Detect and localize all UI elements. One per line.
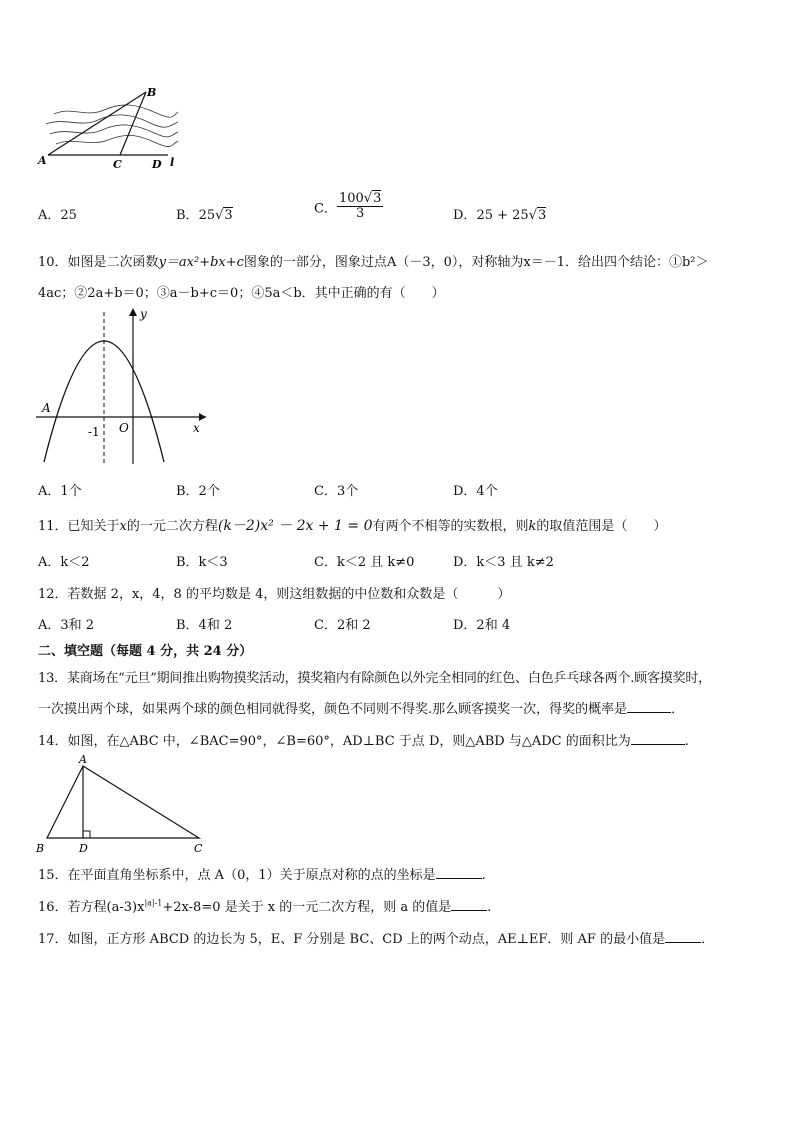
q10-line-1 — [38, 251, 709, 270]
q15-answer-blank — [436, 866, 482, 879]
fig10-minus1-label: -1 — [88, 425, 100, 439]
q9-option-b-sqrt: √3 — [215, 208, 233, 223]
q10-option-b: B．2个 — [176, 484, 220, 499]
q11-option-d: D．k＜3 且 k≠2 — [453, 555, 554, 570]
q9-option-d — [453, 204, 546, 223]
q9-option-d-value: 25 + 25 — [476, 208, 529, 223]
q9-option-c-numerator: 100 — [338, 191, 364, 206]
q17-answer-blank — [665, 930, 701, 943]
q14-text: 14．如图，在△ABC 中，∠BAC=90°，∠B=60°，AD⊥BC 于点 D，则△ABD 与△ADC 的面积比为 — [38, 734, 631, 749]
q14-triangle-figure — [34, 752, 214, 856]
q16-exponent: |a|-1 — [144, 898, 163, 908]
q9-figure — [36, 84, 186, 174]
q9-option-a-value: 25 — [60, 208, 77, 223]
fig10-origin-label: O — [119, 421, 129, 435]
q9-option-b — [176, 204, 233, 223]
q11-text-b: 的一元二次方程 — [126, 519, 218, 534]
q12-option-a: A．3和 2 — [38, 618, 95, 633]
fig9-label-l: l — [170, 156, 175, 169]
q9-option-c — [314, 192, 383, 222]
q11-var-k: k — [528, 519, 537, 534]
fig9-label-d: D — [152, 158, 162, 171]
q10-point: A（－3，0），对称轴为 — [386, 255, 524, 270]
q9-option-d-letter: D． — [453, 208, 477, 223]
q10-option-a: A．1个 — [38, 484, 82, 499]
q17-end: ． — [701, 932, 715, 947]
q12-option-d: D．2和 4 — [453, 618, 511, 633]
q10-text-b: 图象的一部分，图象过点 — [243, 255, 387, 270]
q10-option-c: C．3个 — [314, 484, 359, 499]
fig9-label-a: A — [38, 154, 47, 167]
q10-parabola-figure — [34, 306, 214, 468]
q10-axis: x＝－1．给出四个结论：①b²＞ — [523, 255, 709, 270]
fig9-label-b: B — [147, 86, 157, 99]
q10-line-2: 4ac；②2a+b＝0；③a－b+c＝0；④5a＜b．其中正确的有（ ） — [38, 286, 445, 301]
q10-text-a: 如图是二次函数 — [67, 255, 159, 270]
q11-option-b: B．k＜3 — [176, 555, 228, 570]
q9-option-c-letter: C． — [314, 201, 337, 217]
q15-end: . — [481, 868, 486, 883]
fig14-label-a: A — [79, 753, 87, 766]
q9-option-b-letter: B． — [176, 208, 199, 223]
q16-text-b: +2x-8=0 是关于 x 的一元二次方程，则 a 的值是 — [162, 900, 452, 915]
q16-text-a: 16．若方程(a-3)x — [38, 900, 145, 915]
q11-text-c: 有两个不相等的实数根，则 — [372, 519, 529, 534]
fig10-x-label: x — [193, 421, 200, 435]
q13-end: ． — [671, 702, 685, 717]
q11-var-x: x — [119, 519, 127, 534]
q9-option-b-value: 25 — [198, 208, 216, 223]
fig14-label-b: B — [36, 842, 45, 855]
q13-line-1: 13．某商场在“元旦”期间推出购物摸奖活动，摸奖箱内有除颜色以外完全相同的红色、白色乒乓球各两个.顾客摸奖时， — [38, 671, 711, 686]
q13-answer-blank — [627, 700, 671, 713]
q9-option-c-fraction: $\frac{100√3}{3}$ — [338, 191, 382, 222]
q14-end: . — [684, 734, 689, 749]
section-2-title: 二、填空题（每题 4 分，共 24 分） — [38, 644, 253, 659]
q16-answer-blank — [451, 898, 487, 911]
q12-text: 12．若数据 2，x，4，8 的平均数是 4，则这组数据的中位数和众数是（ ） — [38, 587, 511, 602]
q17-text: 17．如图，正方形 ABCD 的边长为 5，E、F 分别是 BC、CD 上的两个动点，AE⊥EF．则 AF 的最小值是 — [38, 932, 666, 947]
q9-option-d-sqrt: √3 — [528, 208, 547, 223]
q14-line — [38, 730, 689, 749]
q10-number: 10． — [38, 255, 68, 270]
q11-line — [38, 515, 666, 535]
q12-option-c: C．2和 2 — [314, 618, 371, 633]
q11-option-a: A．k＜2 — [38, 555, 90, 570]
q14-answer-blank — [631, 732, 685, 745]
q9-option-a-letter: A． — [38, 208, 61, 223]
fig14-label-d: D — [79, 842, 88, 855]
q16-end: . — [487, 900, 492, 915]
q9-option-a — [38, 204, 77, 223]
q11-text-a: 11．已知关于 — [38, 519, 120, 534]
q10-option-d: D．4个 — [453, 484, 498, 499]
q11-equation: (k－2)x² － 2x + 1 = 0 — [217, 518, 373, 534]
q11-option-c: C．k＜2 且 k≠0 — [314, 555, 415, 570]
fig10-a-label: A — [42, 401, 51, 415]
fig14-label-c: C — [194, 842, 203, 855]
q16-line — [38, 896, 491, 915]
q12-option-b: B．4和 2 — [176, 618, 233, 633]
q11-text-d: 的取值范围是（ ） — [536, 519, 667, 534]
q10-equation: y＝ax²+bx+c — [158, 255, 244, 270]
fig10-y-label: y — [140, 307, 147, 321]
q13-text: 一次摸出两个球，如果两个球的颜色相同就得奖，颜色不同则不得奖.那么顾客摸奖一次，得奖的概率是 — [38, 702, 628, 717]
q15-text: 15．在平面直角坐标系中，点 A（0，1）关于原点对称的点的坐标是 — [38, 868, 436, 883]
fig9-label-c: C — [113, 158, 122, 171]
q9-option-c-denominator: 3 — [356, 206, 365, 222]
q17-line — [38, 928, 714, 947]
q15-line — [38, 864, 486, 883]
q13-line-2 — [38, 698, 684, 717]
